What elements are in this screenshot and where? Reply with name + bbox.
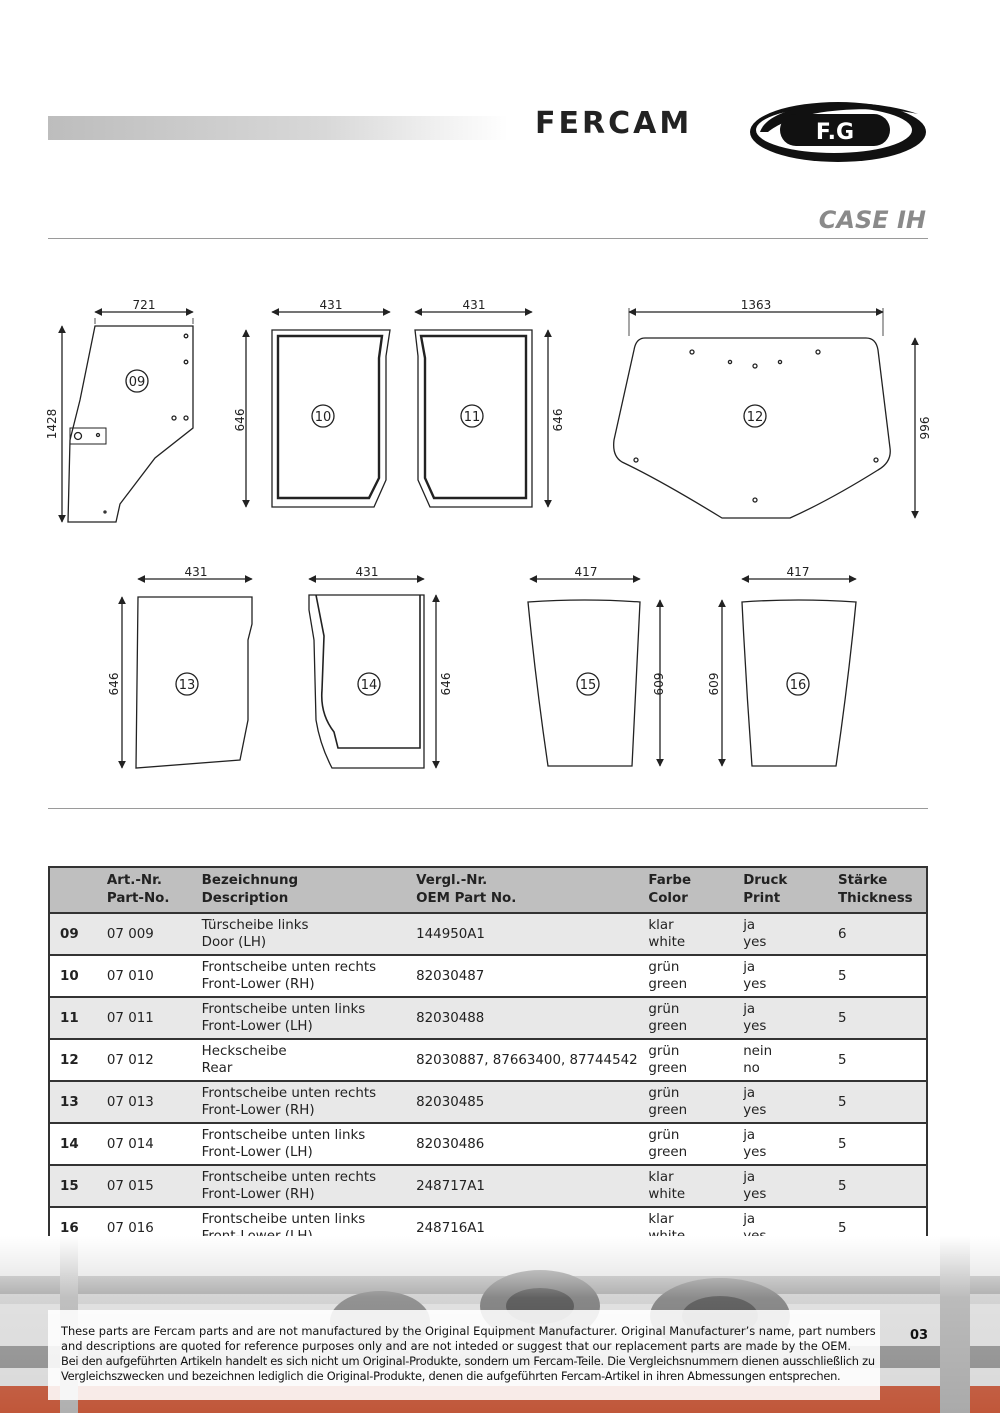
table-row: 15 07 015 Frontscheibe unten rechts Front-Lower (RH) 248717A1 klar white ja yes 5	[49, 1165, 927, 1207]
table-row: 13 07 013 Frontscheibe unten rechts Front-Lower (RH) 82030485 grün green ja yes 5	[49, 1081, 927, 1123]
table-row: 16 07 016 Frontscheibe unten links 248716A1 klar ja 5	[49, 1207, 927, 1249]
dim-12-height: 966	[917, 416, 931, 440]
logo-mark-text: F.G	[815, 120, 855, 145]
dim-12-width: 1363	[740, 298, 772, 312]
part-id-16: 16	[789, 678, 807, 693]
part-id-11: 11	[463, 410, 481, 425]
col-color-header: Farbe Color	[644, 867, 739, 913]
drawing-15	[528, 579, 660, 766]
table-row: 14 07 014 Frontscheibe unten links Front-Lower (LH) 82030486 grün green ja yes 5	[49, 1123, 927, 1165]
col-oem-header: Vergl.-Nr. OEM Part No.	[412, 867, 644, 913]
drawing-14	[309, 579, 436, 768]
table-row: 11 07 011 Frontscheibe unten links Front-Lower (LH) 82030488 grün green ja yes 5	[49, 997, 927, 1039]
logo-wordmark: FERCAM	[535, 106, 693, 141]
drawing-09	[62, 312, 193, 522]
drawing-12	[614, 308, 915, 518]
drawing-11	[415, 312, 548, 507]
disclaimer-de: Bei den aufgeführten Artikeln handelt es sich nicht um Original-Produkte, sondern um Fercam-Teile. Die Vergleichsnummern dienen ausschließlich zu Vergleichszwecken und bezeichnen lediglich die Original-Produkte, denen die aufgeführten Fercam-Artikel in ihren Abmessungen entsprechen.	[61, 1354, 875, 1383]
part-id-10: 10	[314, 410, 332, 425]
disclaimer-en: These parts are Fercam parts and are not manufactured by the Original Equipment Manufacturer. Original Manufacturer’s name, part numbers and descriptions are quoted for reference purposes only and are not inteded or suggest that our replacement parts are made by the OEM.	[61, 1324, 876, 1353]
col-desc-header: Bezeichnung Description	[198, 867, 412, 913]
dim-16-height: 609	[707, 672, 721, 696]
dim-15-height: 609	[651, 672, 665, 696]
parts-table	[48, 866, 928, 1250]
parts-drawings	[0, 280, 1000, 800]
part-id-09: 09	[128, 375, 146, 390]
col-art-header: Art.-Nr. Part-No.	[103, 867, 198, 913]
drawings-divider	[48, 808, 928, 809]
header-divider	[48, 238, 928, 239]
dim-09-height: 1428	[45, 408, 59, 440]
fg-emblem-icon	[740, 92, 930, 168]
footer-disclaimer	[61, 1324, 876, 1384]
part-id-14: 14	[360, 678, 378, 693]
dim-14-width: 431	[355, 565, 379, 579]
part-id-12: 12	[746, 410, 764, 425]
dim-11-height: 646	[551, 408, 565, 432]
col-pos-header	[49, 867, 103, 913]
page-number: 03	[910, 1328, 929, 1343]
table-row: 12 07 012 Heckscheibe Rear 82030887, 87663400, 87744542 grün green nein no 5	[49, 1039, 927, 1081]
table-header-row	[49, 867, 927, 913]
dim-10-height: 646	[233, 408, 247, 432]
table-row: 09 07 009 Türscheibe links Door (LH) 144950A1 klar white ja yes 6	[49, 913, 927, 955]
dim-09-width: 721	[132, 298, 156, 312]
dim-14-height: 646	[439, 672, 453, 696]
drawing-16	[722, 579, 856, 766]
brand-title: CASE IH	[818, 206, 926, 234]
dim-10-width: 431	[319, 298, 343, 312]
dim-13-width: 431	[184, 565, 208, 579]
col-thickness-header: Stärke Thickness	[834, 867, 927, 913]
header-gradient-bar	[48, 116, 508, 140]
fercam-logo	[535, 92, 930, 170]
dim-13-height: 646	[107, 672, 121, 696]
drawing-13	[122, 579, 252, 768]
dim-15-width: 417	[574, 565, 598, 579]
dim-16-width: 417	[786, 565, 810, 579]
part-id-15: 15	[579, 678, 597, 693]
col-print-header: Druck Print	[739, 867, 834, 913]
part-id-13: 13	[178, 678, 196, 693]
table-row: 10 07 010 Frontscheibe unten rechts Front-Lower (RH) 82030487 grün green ja yes 5	[49, 955, 927, 997]
dim-11-width: 431	[462, 298, 486, 312]
